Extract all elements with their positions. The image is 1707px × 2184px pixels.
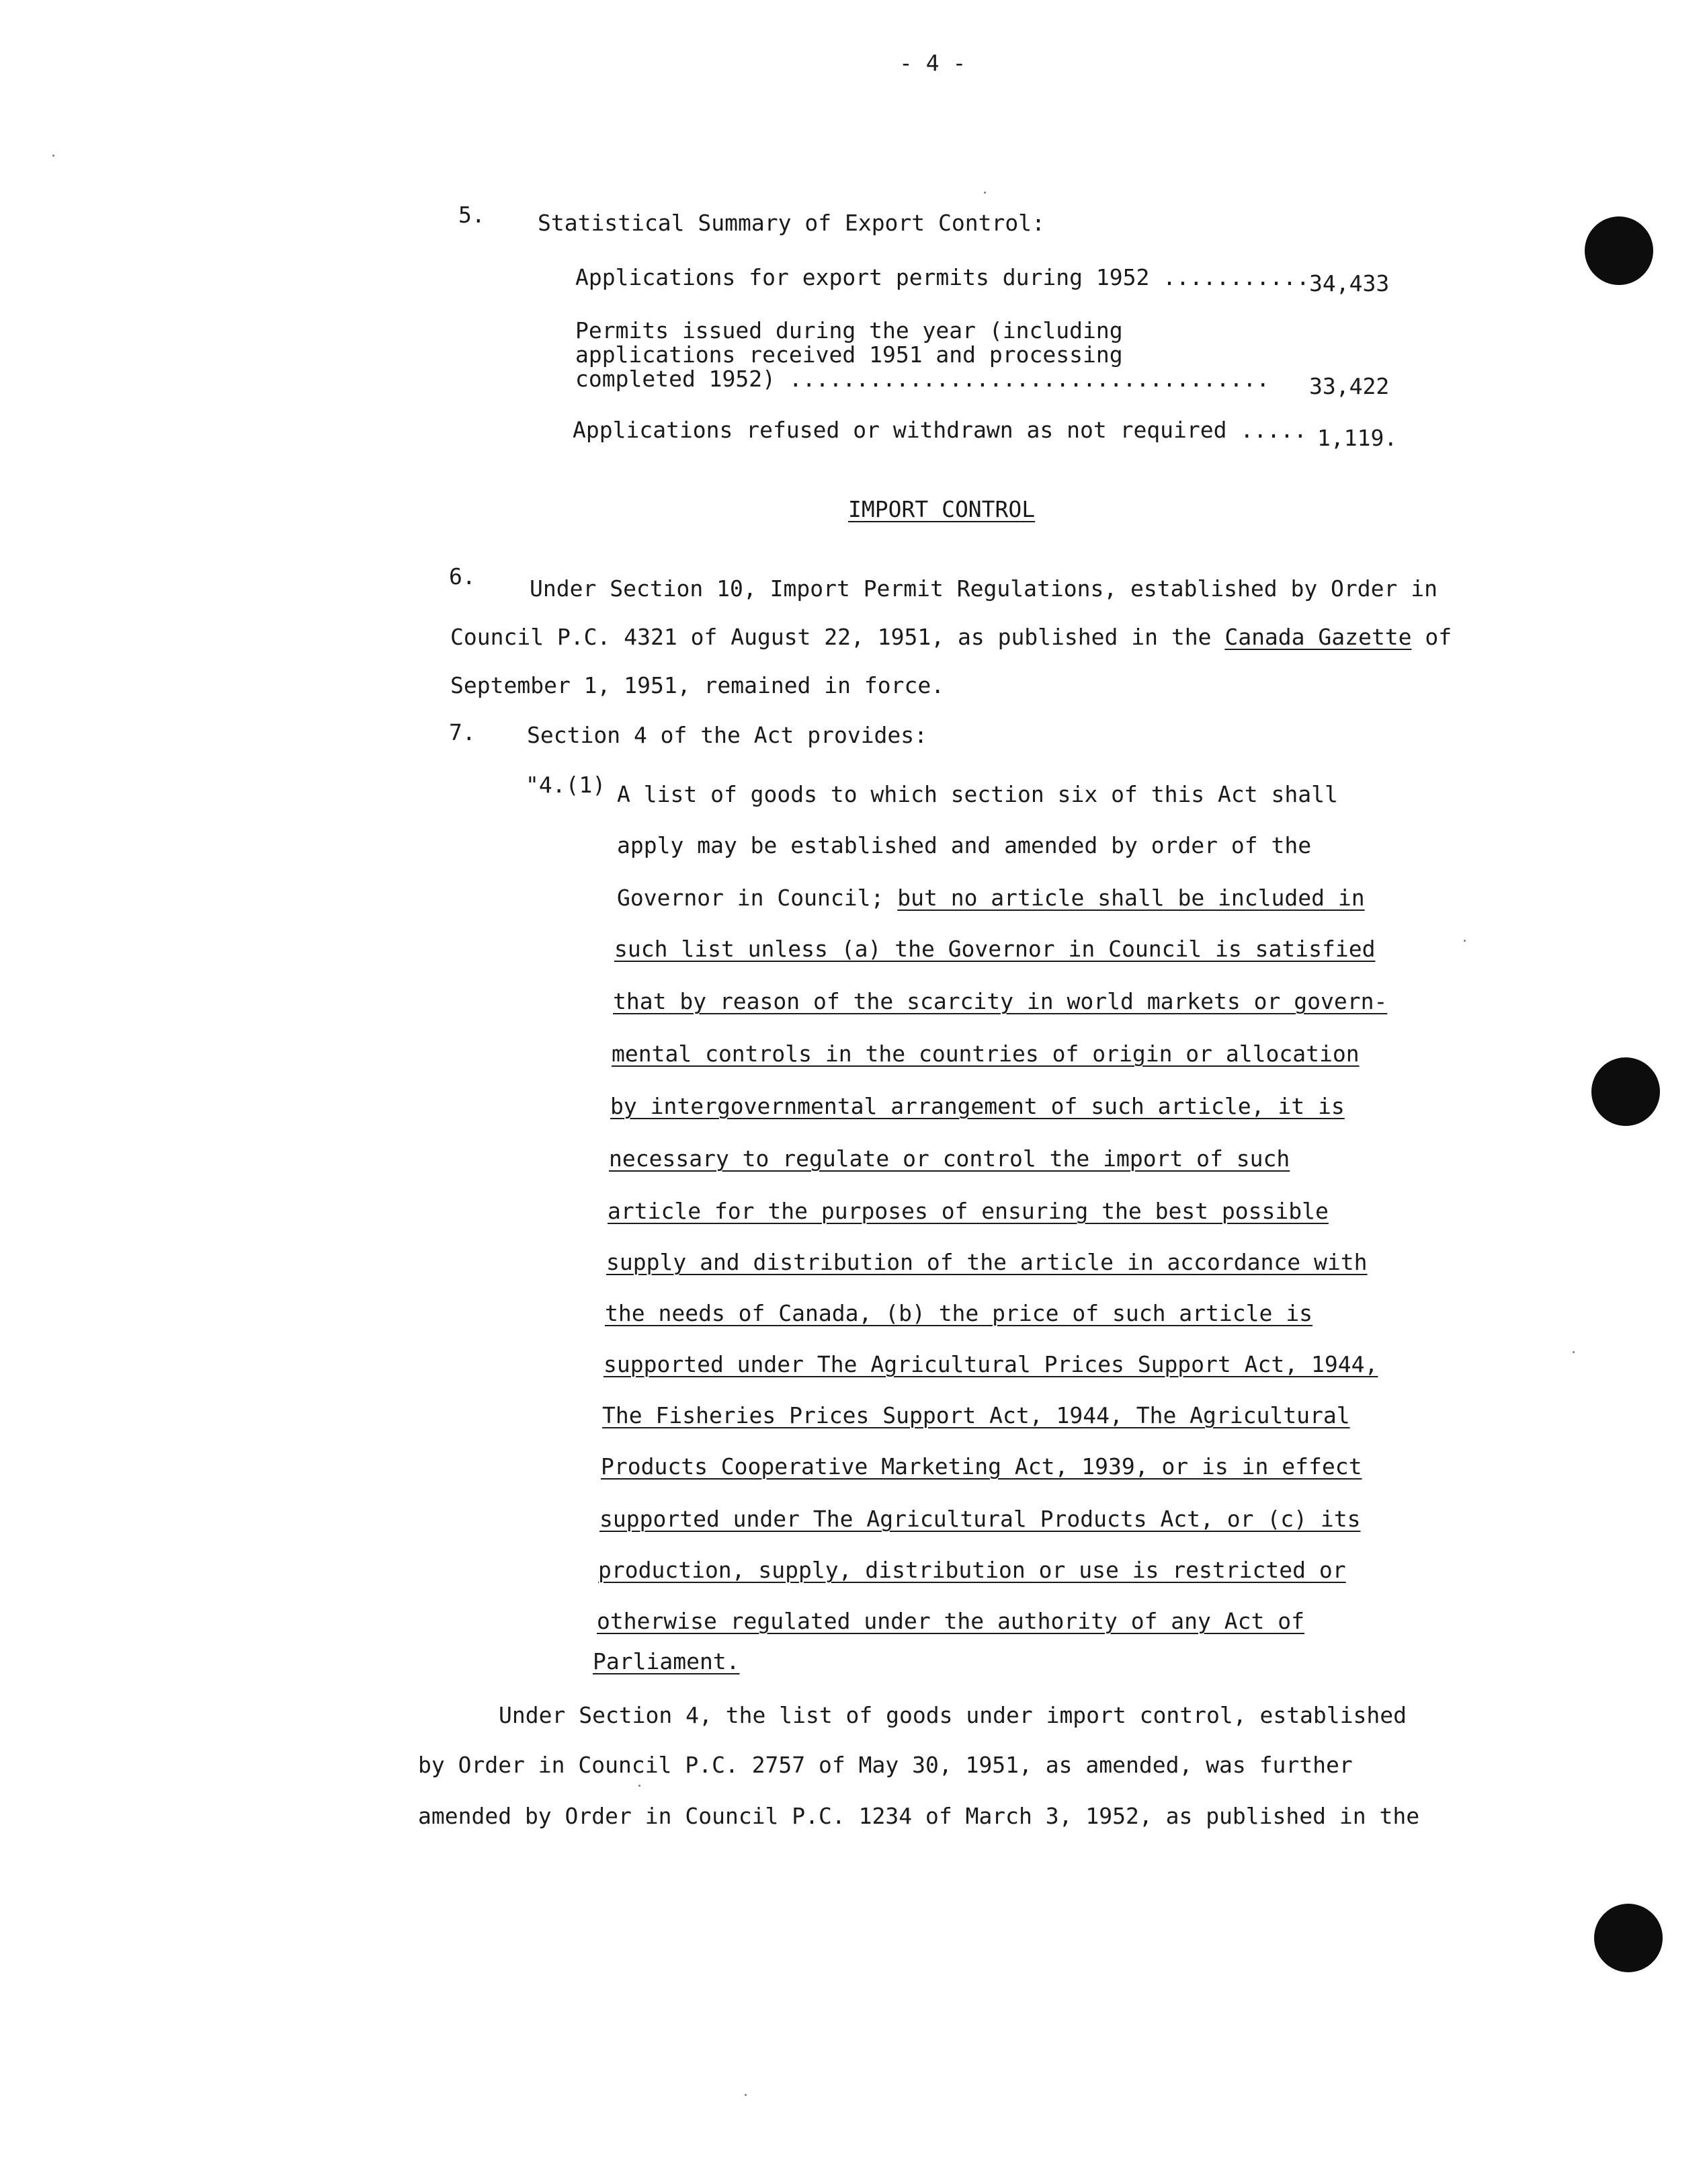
quote-line-15: supported under The Agricultural Products Act, or (c) its [599,1506,1361,1532]
para7-intro: Section 4 of the Act provides: [527,722,928,748]
para6-line-2 [450,624,1452,651]
canada-gazette-title: Canada Gazette [1224,624,1412,650]
export-applications-label: Applications for export permits during 1952 ........... [575,264,1310,290]
import-control-heading: IMPORT CONTROL [848,496,1036,522]
permits-issued-line-1: Permits issued during the year (including [575,317,1123,343]
punch-hole-top [1585,216,1653,285]
page-number: - 4 - [899,50,966,76]
quote-lead: "4.(1) [526,772,606,798]
quote-line-10: supply and distribution of the article in accordance with [606,1249,1368,1275]
scan-speck [638,1785,640,1787]
quote-line-6: mental controls in the countries of origin or allocation [612,1041,1360,1067]
para6-line-3: September 1, 1951, remained in force. [450,672,945,698]
quote-line-11: the needs of Canada, (b) the price of such article is [605,1300,1313,1326]
para6-line-1: Under Section 10, Import Permit Regulations, established by Order in [530,575,1438,602]
quote-line-18: Parliament. [593,1648,740,1674]
punch-hole-bottom [1594,1904,1663,1972]
applications-refused-value: 1,119. [1317,425,1398,451]
permits-issued-value: 33,422 [1309,373,1390,399]
quote-line-7: by intergovernmental arrangement of such article, it is [610,1093,1345,1119]
quote-line-4: such list unless (a) the Governor in Council is satisfied [614,936,1376,962]
para6-line-2-pre: Council P.C. 4321 of August 22, 1951, as published in the [450,624,1225,650]
scan-speck [984,192,986,194]
quote-line-13: The Fisheries Prices Support Act, 1944, The Agricultural [602,1402,1350,1428]
quote-line-3-pre: Governor in Council; [617,885,898,911]
quote-line-8: necessary to regulate or control the import of such [609,1145,1290,1172]
quote-line-16: production, supply, distribution or use is restricted or [598,1557,1346,1583]
section-7-number: 7. [449,719,476,745]
section-5-number: 5. [458,202,485,228]
para8-line-1: Under Section 4, the list of goods under import control, established [499,1702,1407,1728]
quote-line-9: article for the purposes of ensuring the best possible [608,1198,1329,1224]
quote-line-17: otherwise regulated under the authority of any Act of [597,1608,1304,1634]
quote-line-12: supported under The Agricultural Prices Support Act, 1944, [603,1351,1378,1377]
quote-line-3-underlined: but no article shall be included in [897,885,1365,911]
para6-line-2-post: of [1411,624,1452,650]
quote-line-1: A list of goods to which section six of this Act shall [617,781,1338,807]
quote-line-14: Products Cooperative Marketing Act, 1939, or is in effect [601,1453,1362,1480]
export-applications-value: 34,433 [1309,270,1390,296]
scan-speck [745,2094,747,2096]
applications-refused-label: Applications refused or withdrawn as not required ..... [573,417,1307,443]
quote-line-3 [617,885,1365,912]
scan-speck [52,155,54,157]
scan-speck [1464,940,1466,942]
scan-speck [1573,1351,1575,1353]
permits-issued-line-3: completed 1952) .................................... [575,366,1270,392]
permits-issued-line-2: applications received 1951 and processing [575,341,1123,368]
quote-line-2: apply may be established and amended by order of the [617,832,1312,858]
para8-line-3: amended by Order in Council P.C. 1234 of March 3, 1952, as published in the [418,1803,1420,1829]
punch-hole-middle [1591,1057,1660,1126]
quote-line-5: that by reason of the scarcity in world markets or govern- [613,988,1388,1014]
export-summary-heading: Statistical Summary of Export Control: [538,210,1045,236]
para8-line-2: by Order in Council P.C. 2757 of May 30, 1951, as amended, was further [418,1752,1353,1778]
section-6-number: 6. [449,563,476,590]
